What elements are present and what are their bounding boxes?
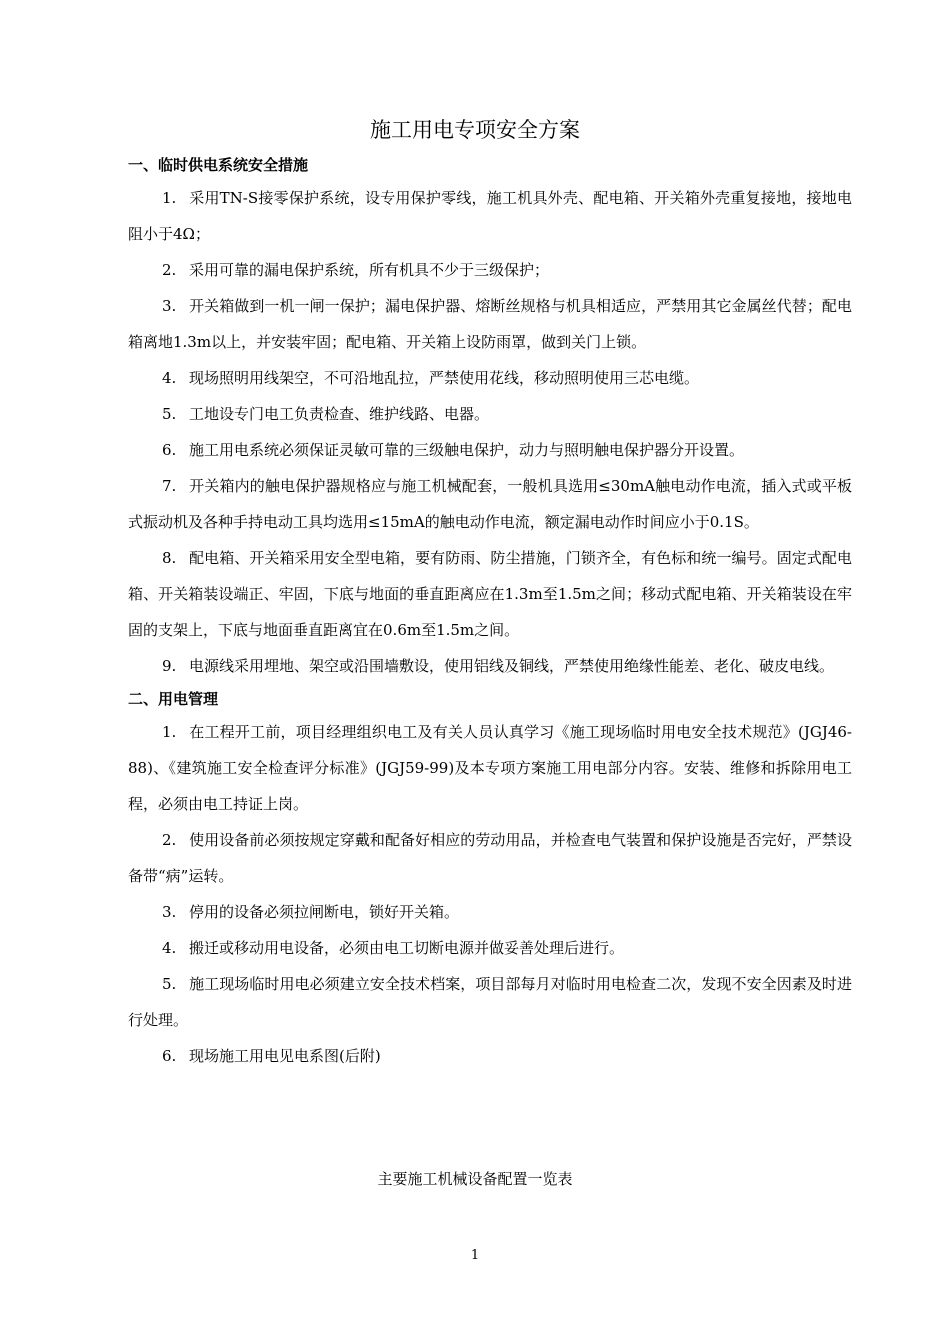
item-number: 6. bbox=[162, 1047, 177, 1065]
table-caption: 主要施工机械设备配置一览表 bbox=[377, 1170, 573, 1188]
item-text: 施工现场临时用电必须建立安全技术档案，项目部每月对临时用电检查二次，发现不安全因素及时进行处理。 bbox=[128, 975, 852, 1029]
list-item bbox=[128, 360, 852, 396]
list-item bbox=[128, 468, 852, 540]
list-item bbox=[128, 894, 852, 930]
list-item bbox=[128, 822, 852, 894]
item-text: 采用可靠的漏电保护系统，所有机具不少于三级保护； bbox=[189, 261, 550, 279]
item-text: 采用TN-S接零保护系统，设专用保护零线，施工机具外壳、配电箱、开关箱外壳重复接地，接地电阻小于4Ω； bbox=[128, 189, 852, 243]
item-number: 9. bbox=[162, 657, 177, 675]
list-item bbox=[128, 432, 852, 468]
item-number: 3. bbox=[162, 297, 177, 315]
item-number: 3. bbox=[162, 903, 177, 921]
section-1 bbox=[128, 150, 852, 684]
list-item bbox=[128, 180, 852, 252]
item-number: 4. bbox=[162, 939, 177, 957]
item-text: 现场照明用线架空，不可沿地乱拉，严禁使用花线，移动照明使用三芯电缆。 bbox=[189, 369, 700, 387]
item-text: 配电箱、开关箱采用安全型电箱，要有防雨、防尘措施，门锁齐全，有色标和统一编号。固定式配电箱、开关箱装设端正、牢固，下底与地面的垂直距离应在1.3m至1.5m之间；移动式配电箱、开关箱装设在牢固的支架上，下底与地面垂直距离宜在0.6m至1.5m之间。 bbox=[128, 549, 852, 639]
item-text: 开关箱内的触电保护器规格应与施工机械配套，一般机具选用≤30mA触电动作电流，插入式或平板式振动机及各种手持电动工具均选用≤15mA的触电动作电流，额定漏电动作时间应小于0.1S。 bbox=[128, 477, 852, 531]
page-number: 1 bbox=[470, 1248, 480, 1263]
item-number: 5. bbox=[162, 405, 177, 423]
item-number: 8. bbox=[162, 549, 177, 567]
item-text: 开关箱做到一机一闸一保护；漏电保护器、熔断丝规格与机具相适应，严禁用其它金属丝代替；配电箱离地1.3m以上，并安装牢固；配电箱、开关箱上设防雨罩，做到关门上锁。 bbox=[128, 297, 852, 351]
item-number: 4. bbox=[162, 369, 177, 387]
list-item bbox=[128, 1038, 852, 1074]
list-item bbox=[128, 648, 852, 684]
list-item bbox=[128, 540, 852, 648]
item-text: 使用设备前必须按规定穿戴和配备好相应的劳动用品，并检查电气装置和保护设施是否完好，严禁设备带“病”运转。 bbox=[128, 831, 852, 885]
item-text: 停用的设备必须拉闸断电，锁好开关箱。 bbox=[189, 903, 460, 921]
item-text: 在工程开工前，项目经理组织电工及有关人员认真学习《施工现场临时用电安全技术规范》(JGJ46-88)、《建筑施工安全检查评分标准》(JGJ59-99)及本专项方案施工用电部分内容。安装、维修和拆除用电工程，必须由电工持证上岗。 bbox=[128, 723, 852, 813]
item-number: 7. bbox=[162, 477, 177, 495]
page-title: 施工用电专项安全方案 bbox=[370, 118, 580, 142]
list-item bbox=[128, 396, 852, 432]
list-item bbox=[128, 714, 852, 822]
list-item bbox=[128, 288, 852, 360]
list-item bbox=[128, 966, 852, 1038]
section-heading: 一、临时供电系统安全措施 bbox=[128, 156, 309, 174]
section-heading: 二、用电管理 bbox=[128, 690, 219, 708]
item-number: 2. bbox=[162, 261, 177, 279]
item-text: 电源线采用埋地、架空或沿围墙敷设，使用铝线及铜线，严禁使用绝缘性能差、老化、破皮电线。 bbox=[189, 657, 835, 675]
item-text: 工地设专门电工负责检查、维护线路、电器。 bbox=[189, 405, 490, 423]
item-number: 6. bbox=[162, 441, 177, 459]
item-number: 1. bbox=[162, 723, 177, 741]
item-number: 2. bbox=[162, 831, 177, 849]
item-text: 搬迁或移动用电设备，必须由电工切断电源并做妥善处理后进行。 bbox=[189, 939, 625, 957]
document-body bbox=[128, 150, 852, 1074]
item-number: 5. bbox=[162, 975, 177, 993]
section-2 bbox=[128, 684, 852, 1074]
item-number: 1. bbox=[162, 189, 177, 207]
list-item bbox=[128, 930, 852, 966]
item-text: 施工用电系统必须保证灵敏可靠的三级触电保护，动力与照明触电保护器分开设置。 bbox=[189, 441, 745, 459]
item-text: 现场施工用电见电系图(后附) bbox=[189, 1047, 381, 1065]
list-item bbox=[128, 252, 852, 288]
